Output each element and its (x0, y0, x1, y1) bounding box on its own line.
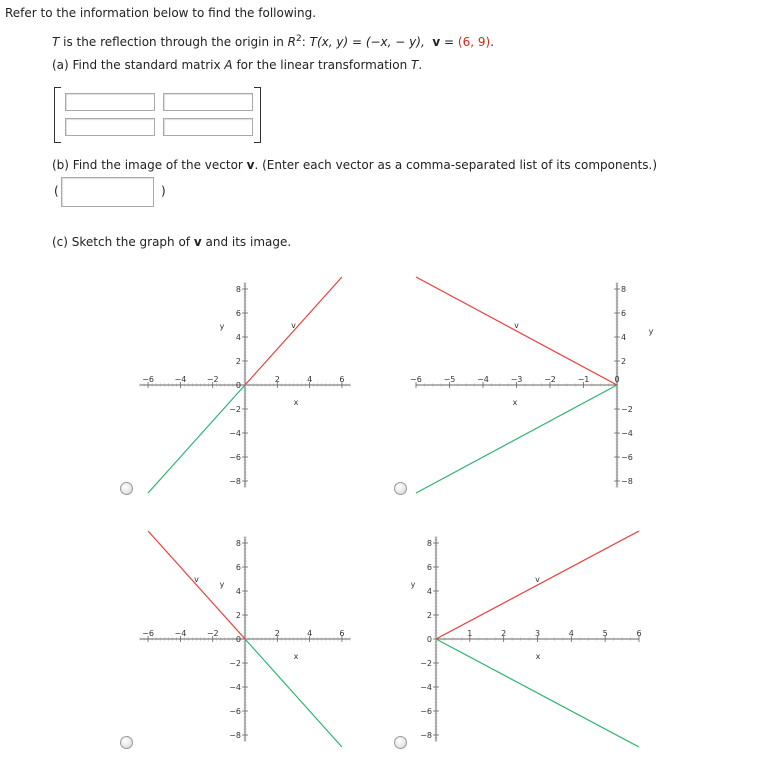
close-paren: ) (161, 184, 166, 198)
graph-option-top-left (140, 277, 350, 493)
y-tick-label: −8 (621, 477, 633, 486)
y-tick-label: 8 (426, 539, 432, 548)
series-label-v: v (514, 321, 519, 330)
v-equals: = (440, 35, 458, 49)
x-tick-label: 6 (339, 375, 345, 384)
part-b-prefix: (b) Find the image of the vector (52, 158, 247, 172)
x-tick-label: −2 (544, 375, 556, 384)
x-tick-label: −4 (174, 375, 187, 384)
series-line-v (416, 277, 620, 385)
radio-option-top-right[interactable] (394, 482, 407, 495)
v-value: (6, 9) (457, 35, 491, 49)
v-symbol: v (246, 158, 255, 172)
open-paren: ( (54, 184, 59, 198)
y-tick-label: 0 (235, 381, 241, 390)
y-tick-label: 6 (235, 309, 241, 318)
y-tick-label: 8 (235, 539, 241, 548)
y-tick-label: −6 (229, 707, 241, 716)
instruction-text: Refer to the information below to find the following. (5, 6, 317, 20)
x-tick-label: 4 (568, 629, 574, 638)
radio-option-top-left[interactable] (120, 482, 133, 495)
y-tick-label: −2 (621, 405, 633, 414)
y-tick-label: −8 (420, 731, 432, 740)
y-tick-label: −4 (229, 429, 241, 438)
series-label-v: v (291, 321, 296, 330)
x-tick-label: 2 (274, 375, 280, 384)
x-tick-label: −1 (577, 375, 590, 384)
y-tick-label: −8 (229, 731, 241, 740)
x-axis-label: x (535, 652, 541, 661)
y-tick-label: −6 (621, 453, 633, 462)
series-line-v (436, 531, 642, 639)
y-tick-label: −2 (229, 405, 241, 414)
part-a-suffix: . (418, 58, 423, 72)
y-tick-label: 8 (235, 285, 241, 294)
x-tick-label: −2 (206, 629, 219, 638)
series-line-v (245, 277, 345, 385)
x-tick-label: 5 (602, 629, 608, 638)
x-tick-label: 1 (467, 629, 473, 638)
y-tick-label: −4 (229, 683, 241, 692)
y-tick-label: 4 (235, 587, 241, 596)
part-a-prefix: (a) Find the standard matrix (52, 58, 225, 72)
series-label-v: v (194, 575, 199, 584)
x-tick-label: 4 (307, 629, 313, 638)
x-tick-label: 0 (614, 375, 620, 384)
A-symbol: A (224, 58, 233, 72)
y-tick-label: 4 (235, 333, 241, 342)
x-tick-label: −6 (410, 375, 422, 384)
y-tick-label: −6 (229, 453, 241, 462)
x-tick-label: 6 (339, 629, 345, 638)
series-line-v (148, 531, 245, 639)
v-symbol: v (432, 35, 441, 49)
x-tick-label: −4 (477, 375, 489, 384)
x-axis-label: x (293, 398, 299, 407)
y-tick-label: 6 (235, 563, 241, 572)
T-symbol: T (411, 58, 419, 72)
y-axis-label: y (410, 580, 416, 589)
radio-option-bottom-left[interactable] (120, 736, 133, 749)
y-tick-label: −2 (229, 659, 241, 668)
y-tick-label: 0 (426, 635, 432, 644)
x-tick-label: 2 (274, 629, 280, 638)
R-symbol: R (287, 35, 297, 49)
period: . (490, 35, 495, 49)
transformation-map: T(x, y) = (−x, − y), (309, 35, 425, 49)
part-b-suffix: . (Enter each vector as a comma-separated list of its components.) (254, 158, 658, 172)
x-tick-label: 3 (534, 629, 541, 638)
part-c-prefix: (c) Sketch the graph of (52, 235, 194, 249)
part-a-middle: for the linear transformation (232, 58, 412, 72)
x-tick-label: −6 (142, 375, 154, 384)
x-axis-label: x (293, 652, 299, 661)
y-tick-label: 2 (621, 357, 627, 366)
y-tick-label: 2 (235, 611, 241, 620)
graph-option-bottom-right (411, 531, 642, 747)
part-c-suffix: and its image. (201, 235, 292, 249)
x-tick-label: −6 (142, 629, 154, 638)
y-axis-label: y (648, 327, 654, 336)
y-tick-label: 2 (426, 611, 432, 620)
x-axis-label: x (512, 398, 518, 407)
y-tick-label: 6 (426, 563, 432, 572)
x-tick-label: −3 (510, 375, 523, 384)
y-tick-label: 0 (235, 635, 241, 644)
reflection-text: is the reflection through the origin in (59, 35, 288, 49)
y-tick-label: −2 (420, 659, 432, 668)
graph-option-top-right (410, 277, 654, 493)
T-symbol: T (52, 35, 60, 49)
x-tick-label: −2 (206, 375, 219, 384)
graph-option-bottom-left (140, 531, 350, 747)
x-tick-label: −5 (443, 375, 456, 384)
x-tick-label: 6 (636, 629, 642, 638)
R-superscript: 2 (296, 34, 302, 44)
series-label-v: v (535, 575, 540, 584)
v-symbol: v (193, 235, 202, 249)
map-prefix: : (301, 35, 310, 49)
y-tick-label: −6 (420, 707, 432, 716)
y-axis-label: y (219, 322, 225, 331)
x-tick-label: 4 (307, 375, 313, 384)
y-tick-label: −4 (420, 683, 432, 692)
y-tick-label: 4 (426, 587, 432, 596)
y-axis-label: y (219, 580, 225, 589)
y-tick-label: 8 (621, 285, 627, 294)
y-tick-label: 6 (621, 309, 627, 318)
y-tick-label: −8 (229, 477, 241, 486)
x-tick-label: 2 (501, 629, 507, 638)
x-tick-label: −4 (174, 629, 187, 638)
y-tick-label: −4 (621, 429, 633, 438)
y-tick-label: 4 (621, 333, 627, 342)
y-tick-label: 2 (235, 357, 241, 366)
radio-option-bottom-right[interactable] (394, 736, 407, 749)
